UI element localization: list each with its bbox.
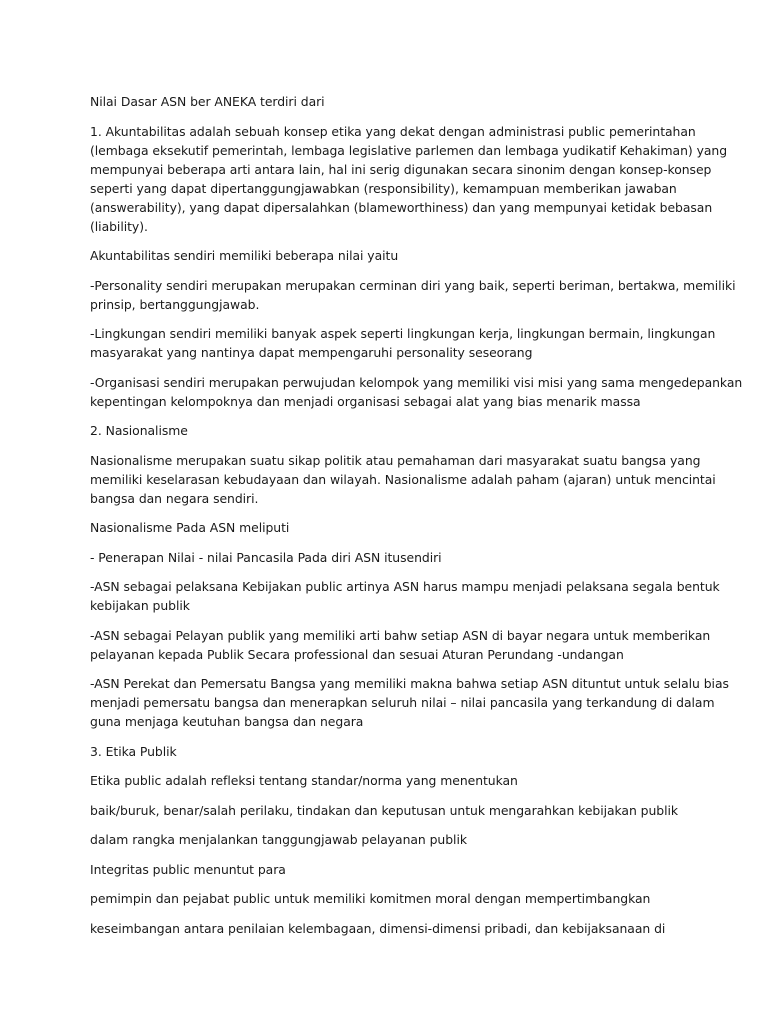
text-line: kepentingan kelompoknya dan menjadi organisasi sebagai alat yang bias menarik massa: [90, 393, 641, 409]
text-line: baik/buruk, benar/salah perilaku, tindakan dan keputusan untuk mengarahkan kebijakan publik: [90, 802, 679, 818]
paragraph: [90, 860, 690, 879]
paragraph: [90, 518, 690, 537]
text-line: guna menjaga keutuhan bangsa dan negara: [90, 714, 364, 729]
text-line: (answerability), yang dapat dipersalahkan (blameworthiness) dan yang mempunyai ketidak bebasan: [90, 199, 713, 215]
paragraph: [90, 373, 743, 411]
paragraph: [90, 889, 690, 908]
paragraph: [90, 276, 736, 314]
text-line: mempunyai beberapa arti antara lain, hal ini serig digunakan secara sinonim dengan konsep-konsep: [90, 161, 712, 177]
paragraph: [90, 421, 690, 440]
text-line: Etika public adalah refleksi tentang standar/norma yang menentukan: [90, 773, 518, 788]
text-line: -ASN Perekat dan Pemersatu Bangsa yang memiliki makna bahwa setiap ASN dituntut untuk selalu bias: [90, 676, 729, 691]
text-line: -Organisasi sendiri merupakan perwujudan kelompok yang memiliki visi misi yang sama mengedepankan: [90, 374, 743, 390]
paragraph: [90, 801, 690, 820]
text-line: -ASN sebagai pelaksana Kebijakan public artinya ASN harus mampu menjadi pelaksana segala bentuk: [90, 579, 720, 594]
paragraph: [90, 246, 690, 265]
text-line: pelayanan kepada Publik Secara professional dan sesuai Aturan Perundang -undangan: [90, 646, 624, 662]
paragraph: [90, 548, 690, 567]
paragraph: [90, 674, 729, 731]
paragraph: [90, 324, 716, 362]
text-line: Integritas public menuntut para: [90, 861, 286, 877]
paragraph: [90, 742, 690, 761]
text-line: Nasionalisme Pada ASN meliputi: [90, 520, 290, 535]
paragraph: [90, 919, 690, 938]
text-line: pemimpin dan pejabat public untuk memiliki komitmen moral dengan mempertimbangkan: [90, 891, 651, 906]
text-line: keseimbangan antara penilaian kelembagaan, dimensi-dimensi pribadi, dan kebijaksanaan di: [90, 920, 666, 936]
paragraph: [90, 577, 720, 615]
text-line: -Personality sendiri merupakan merupakan cerminan diri yang baik, seperti beriman, bertakwa, memiliki: [90, 277, 736, 293]
text-line: prinsip, bertanggungjawab.: [90, 296, 260, 312]
text-line: 1. Akuntabilitas adalah sebuah konsep etika yang dekat dengan administrasi public pemerintahan: [90, 123, 696, 139]
text-line: 2. Nasionalisme: [90, 423, 188, 438]
paragraph: [90, 92, 690, 111]
paragraph: [90, 122, 728, 236]
text-line: 3. Etika Publik: [90, 743, 177, 759]
text-line: kebijakan publik: [90, 598, 190, 613]
text-line: memiliki keselarasan kebudayaan dan wilayah. Nasionalisme adalah paham (ajaran) untuk mencintai: [90, 471, 716, 487]
paragraph: [90, 771, 690, 790]
text-line: - Penerapan Nilai - nilai Pancasila Pada diri ASN itusendiri: [90, 549, 442, 565]
text-line: Nilai Dasar ASN ber ANEKA terdiri dari: [90, 94, 325, 109]
text-line: Akuntabilitas sendiri memiliki beberapa nilai yaitu: [90, 248, 399, 263]
text-line: -ASN sebagai Pelayan publik yang memiliki arti bahw setiap ASN di bayar negara untuk memberikan: [90, 627, 711, 643]
text-line: seperti yang dapat dipertanggungjawabkan (responsibility), kemampuan memberikan jawaban: [90, 180, 677, 196]
paragraph: [90, 830, 690, 849]
paragraph: [90, 451, 716, 508]
text-line: menjadi pemersatu bangsa dan menerapkan seluruh nilai – nilai pancasila yang terkandung di dalam: [90, 695, 715, 710]
text-line: (lembaga eksekutif pemerintah, lembaga legislative parlemen dan lembaga yudikatif Kehakiman) yang: [90, 142, 728, 158]
paragraph: [90, 626, 711, 664]
text-line: Nasionalisme merupakan suatu sikap politik atau pemahaman dari masyarakat suatu bangsa yang: [90, 452, 701, 468]
document-body: [90, 92, 743, 948]
text-line: -Lingkungan sendiri memiliki banyak aspek seperti lingkungan kerja, lingkungan bermain, lingkungan: [90, 326, 716, 341]
text-line: bangsa dan negara sendiri.: [90, 490, 259, 506]
text-line: (liability).: [90, 218, 148, 234]
text-line: dalam rangka menjalankan tanggungjawab pelayanan publik: [90, 832, 467, 847]
text-line: masyarakat yang nantinya dapat mempengaruhi personality seseorang: [90, 345, 533, 360]
